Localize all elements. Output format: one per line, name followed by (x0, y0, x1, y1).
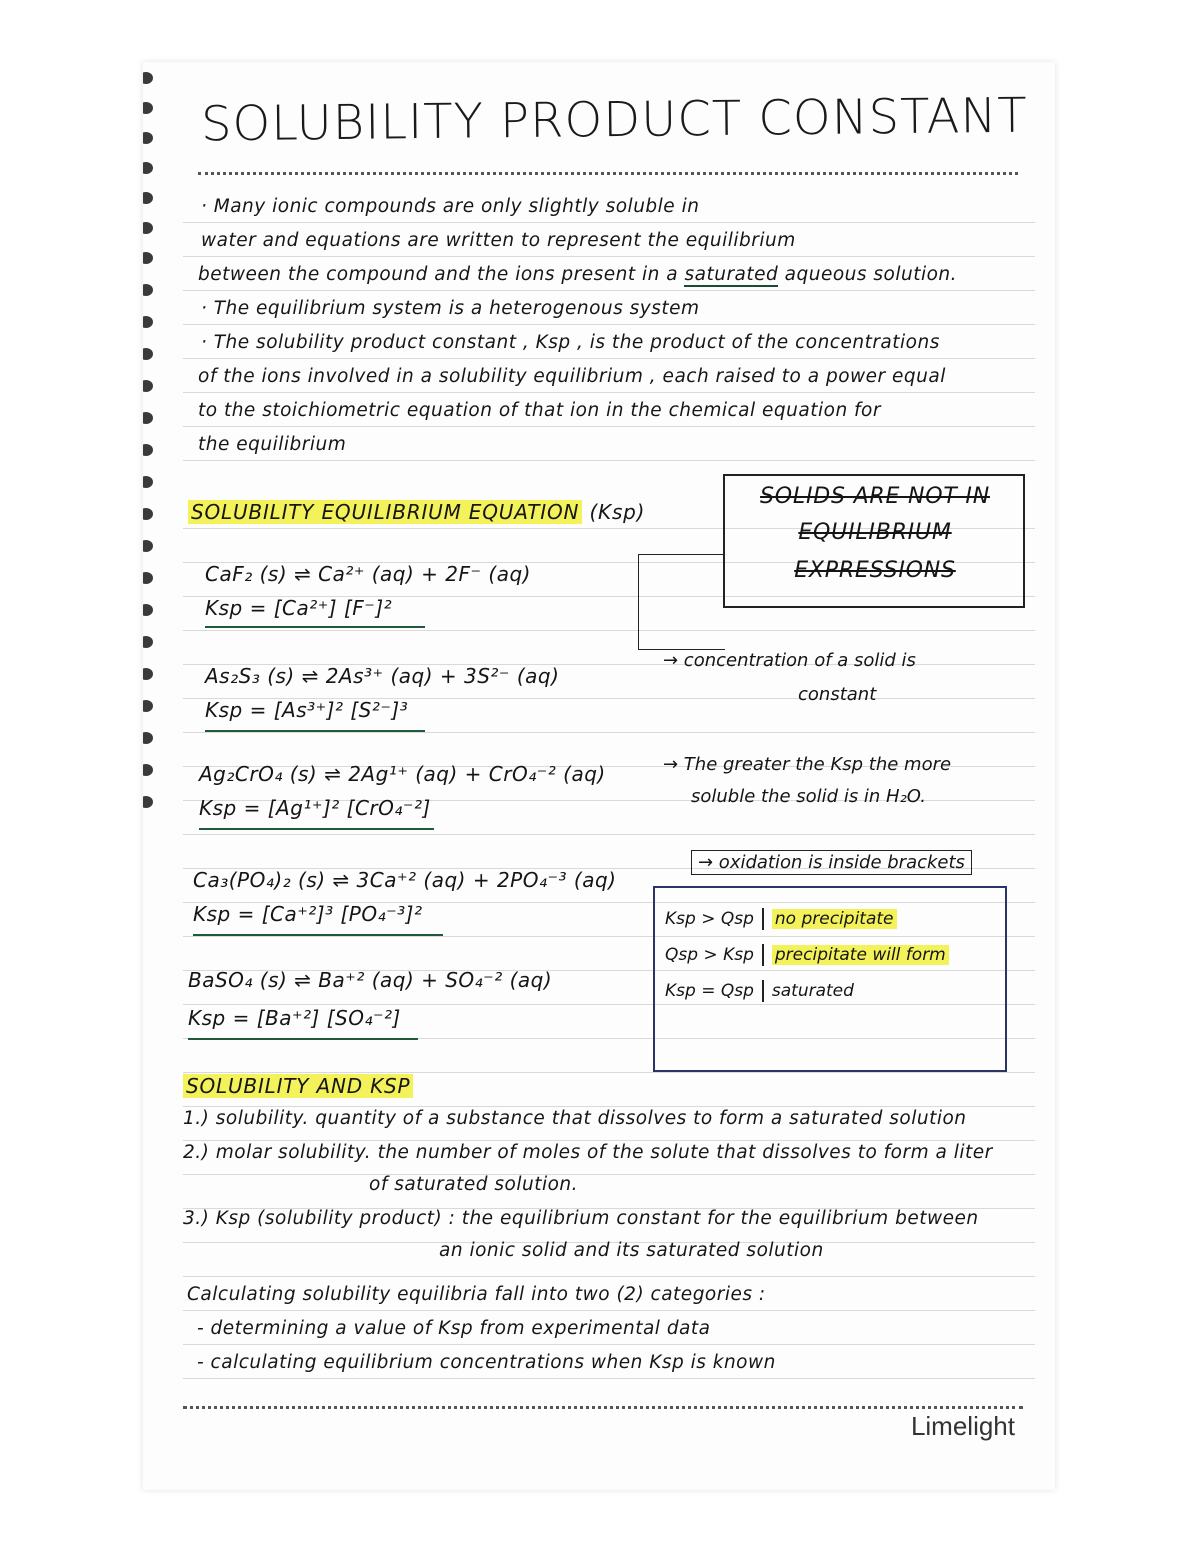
binder-holes (143, 62, 163, 1490)
definition-line: of saturated solution. (369, 1174, 579, 1195)
calc-item: - determining a value of Ksp from experimental data (197, 1318, 711, 1339)
solids-note-box: SOLIDS ARE NOT IN EQUILIBRIUM EXPRESSIONS (723, 474, 1025, 608)
equation-reaction: As₂S₃ (s) ⇌ 2As³⁺ (aq) + 3S²⁻ (aq) (205, 664, 560, 688)
equation-ksp: Ksp = [Ag¹⁺]² [CrO₄⁻²] (199, 796, 431, 820)
brand-logo: Limelight (910, 1411, 1015, 1441)
connector-line (638, 554, 725, 650)
section-heading: SOLUBILITY EQUILIBRIUM EQUATION (Ksp) (188, 500, 645, 524)
intro-line: · The equilibrium system is a heterogenous system (201, 298, 700, 319)
calc-intro: Calculating solubility equilibria fall into two (2) categories : (187, 1284, 766, 1305)
title-divider (198, 172, 1018, 175)
comparison-row: Ksp = Qsp saturated (665, 981, 854, 1001)
side-note: → oxidation is inside brackets (691, 850, 972, 875)
ksp-underline (193, 934, 443, 936)
intro-line: the equilibrium (198, 434, 347, 455)
equation-ksp: Ksp = [Ba⁺²] [SO₄⁻²] (188, 1006, 401, 1030)
comparison-row: Ksp > Qsp no precipitate (665, 908, 897, 930)
bottom-divider (183, 1406, 1023, 1409)
side-note: constant (798, 684, 877, 705)
equation-reaction: CaF₂ (s) ⇌ Ca²⁺ (aq) + 2F⁻ (aq) (205, 562, 531, 586)
definition-line: an ionic solid and its saturated solution (439, 1240, 824, 1261)
side-note: → The greater the Ksp the more (663, 754, 952, 775)
comparison-box (653, 886, 1007, 1072)
comparison-row: Qsp > Ksp precipitate will form (665, 944, 949, 966)
intro-line: · The solubility product constant , Ksp , is the product of the concentrations (201, 332, 940, 353)
intro-line: to the stoichiometric equation of that ion in the chemical equation for (198, 400, 881, 421)
ksp-underline (205, 730, 425, 732)
intro-line: of the ions involved in a solubility equilibrium , each raised to a power equal (198, 366, 946, 387)
calc-item: - calculating equilibrium concentrations when Ksp is known (197, 1352, 776, 1373)
ksp-underline (188, 1038, 418, 1040)
definition-line: 3.) Ksp (solubility product) : the equilibrium constant for the equilibrium between (183, 1208, 979, 1229)
equation-ksp: Ksp = [Ca⁺²]³ [PO₄⁻³]² (193, 902, 423, 926)
equation-ksp: Ksp = [Ca²⁺] [F⁻]² (205, 596, 393, 620)
page-title: SOLUBILITY PRODUCT CONSTANT (200, 87, 1028, 153)
intro-line: water and equations are written to represent the equilibrium (201, 230, 796, 251)
side-note: soluble the solid is in H₂O. (691, 786, 926, 807)
section-heading: SOLUBILITY AND KSP (183, 1074, 413, 1098)
intro-line: · Many ionic compounds are only slightly soluble in (201, 196, 700, 217)
side-note: → concentration of a solid is (663, 650, 916, 671)
equation-reaction: Ag₂CrO₄ (s) ⇌ 2Ag¹⁺ (aq) + CrO₄⁻² (aq) (199, 762, 606, 786)
equation-reaction: Ca₃(PO₄)₂ (s) ⇌ 3Ca⁺² (aq) + 2PO₄⁻³ (aq) (193, 868, 617, 892)
notebook-page (143, 62, 1055, 1490)
definition-line: 1.) solubility. quantity of a substance that dissolves to form a saturated solution (183, 1108, 967, 1129)
equation-ksp: Ksp = [As³⁺]² [S²⁻]³ (205, 698, 409, 722)
definition-line: 2.) molar solubility. the number of moles of the solute that dissolves to form a liter (183, 1142, 993, 1163)
ksp-underline (205, 626, 425, 628)
ksp-underline (199, 828, 434, 830)
equation-reaction: BaSO₄ (s) ⇌ Ba⁺² (aq) + SO₄⁻² (aq) (188, 968, 553, 992)
intro-line: between the compound and the ions present in a saturated aqueous solution. (198, 264, 958, 285)
